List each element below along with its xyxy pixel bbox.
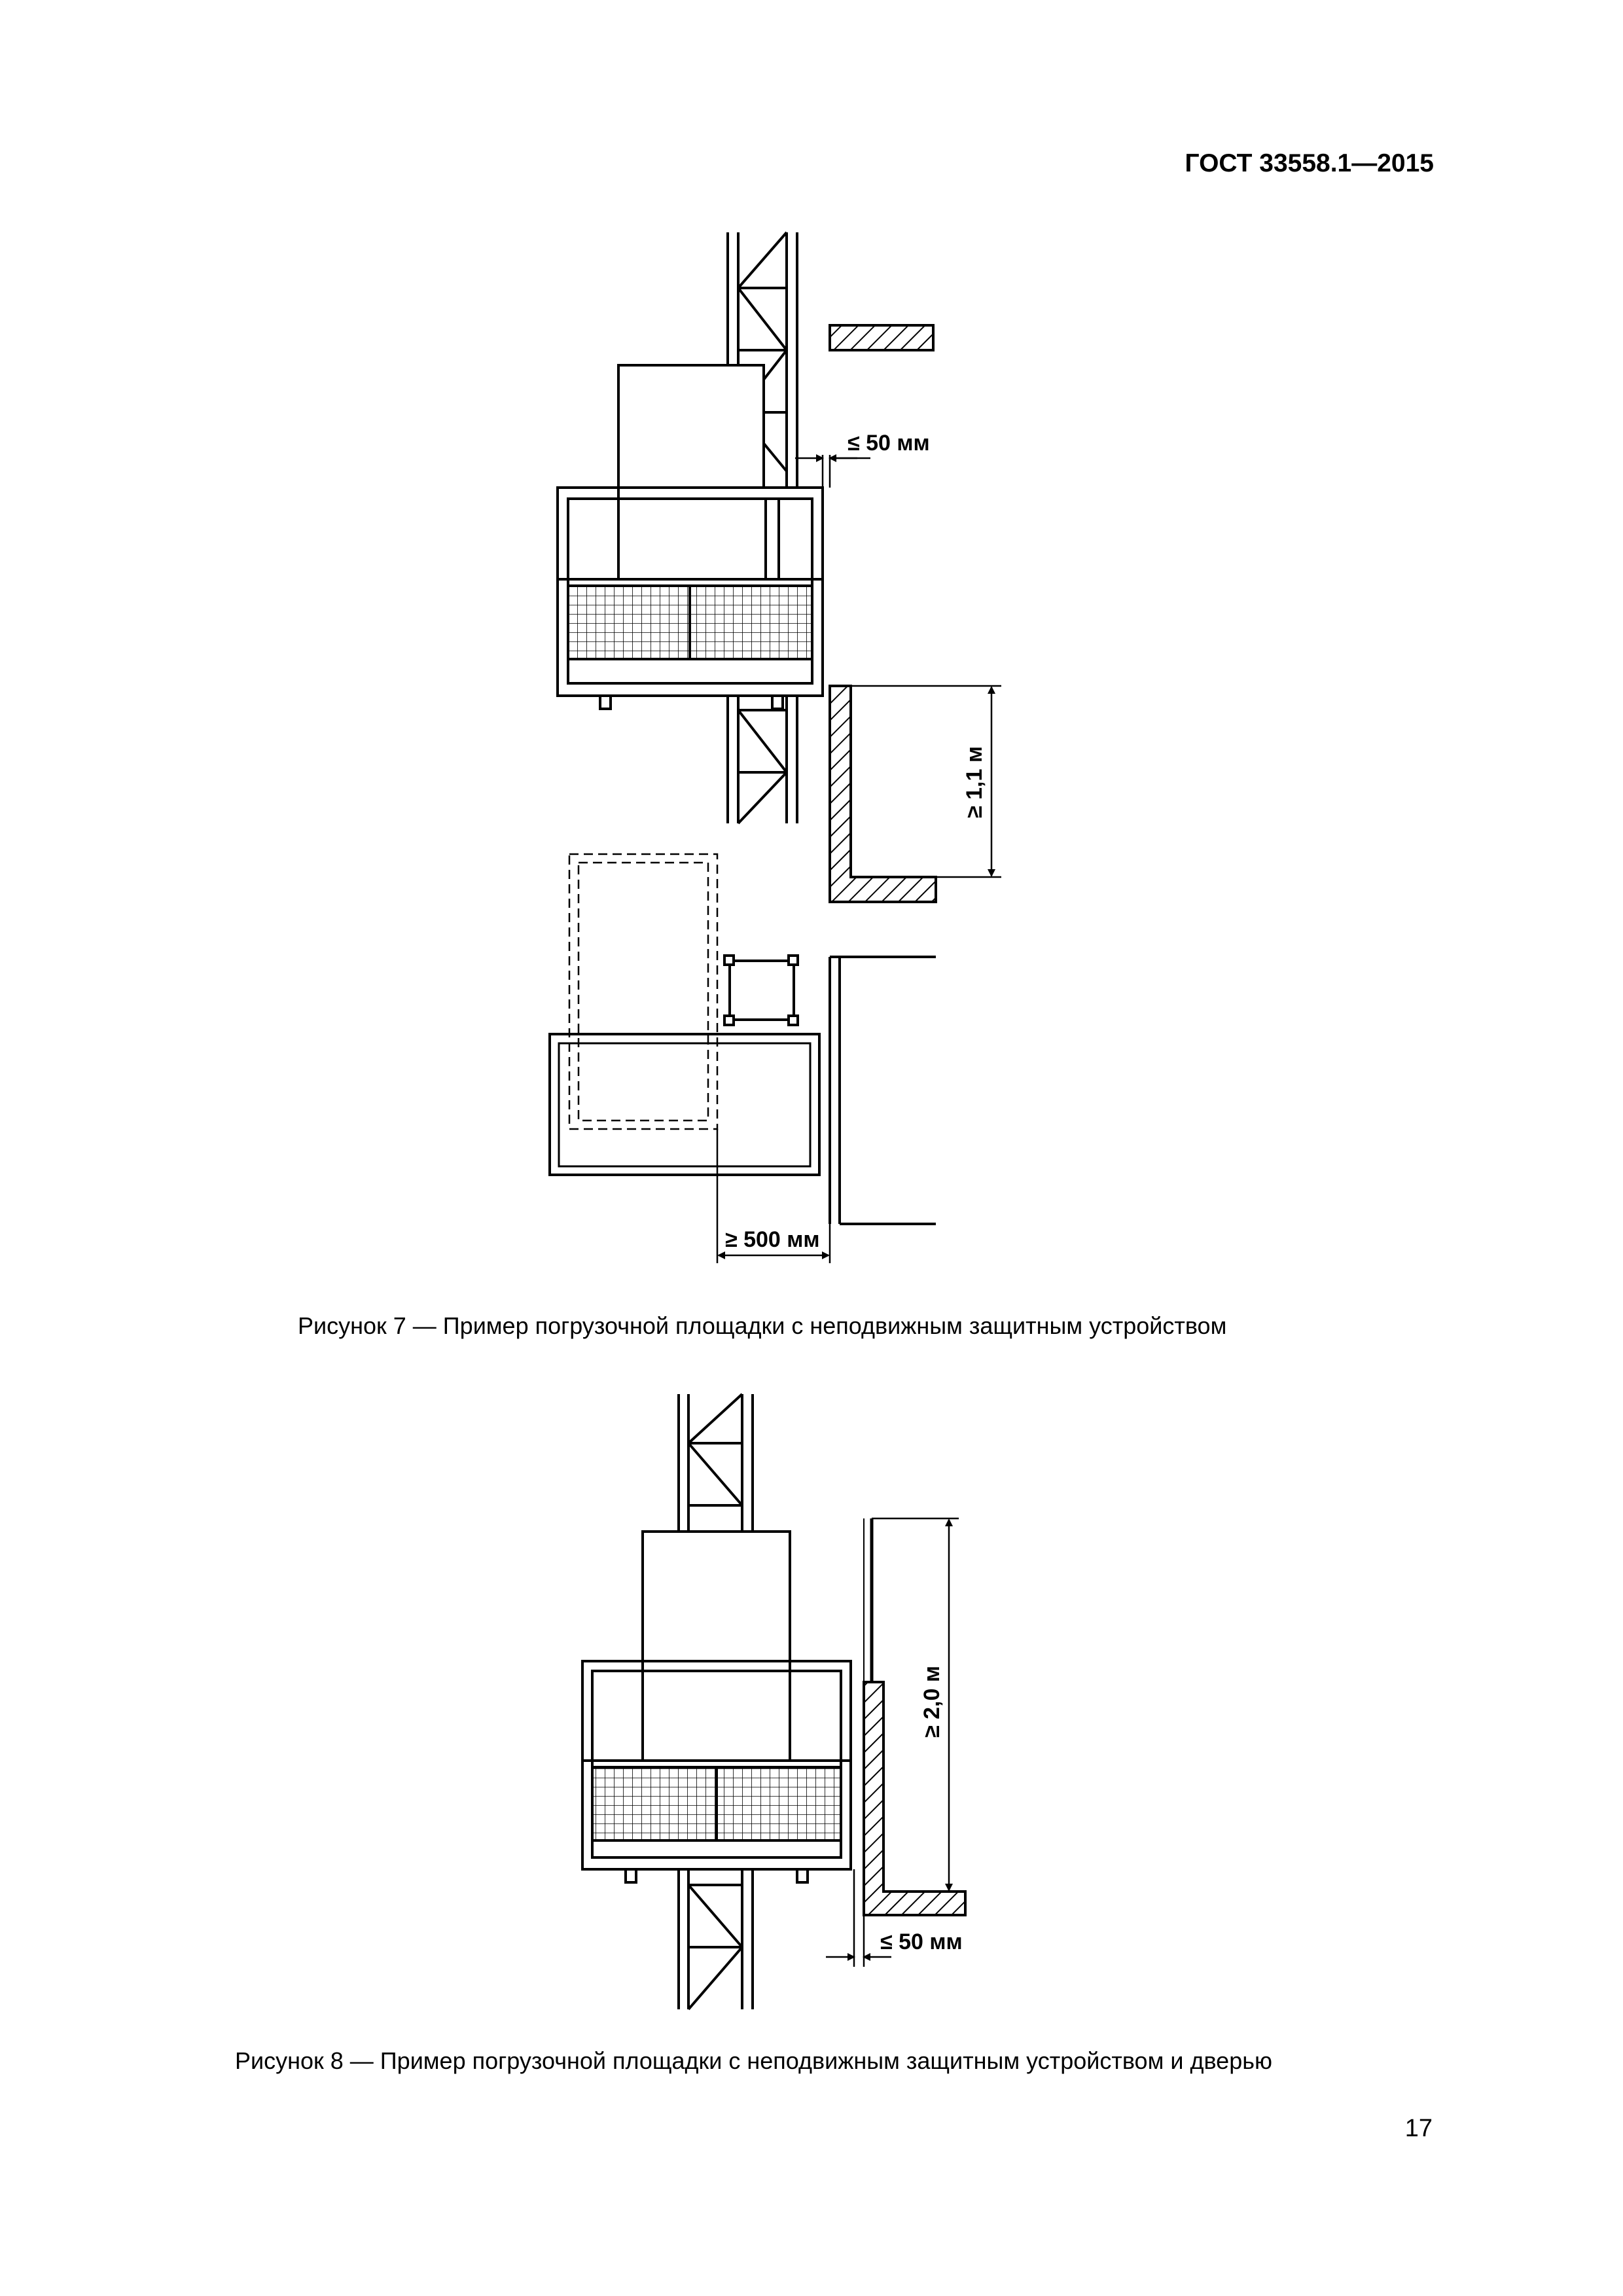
drive-unit [643,1532,790,1662]
mast-lower [679,1869,753,2009]
figure7-elevation [558,232,1001,902]
fig7-height-dimension: ≥ 1,1 м [962,746,987,818]
fig7-gap-dimension: ≤ 50 мм [847,431,930,456]
floor-slab-upper [830,325,933,350]
page-number: 17 [1404,2115,1433,2142]
fixed-guard [830,686,936,902]
mast-plan [730,961,794,1020]
cage [582,1661,851,1882]
mast-lower [728,696,797,823]
document-header: ГОСТ 33558.1—2015 [1185,149,1434,177]
guard-plan [830,957,936,1224]
drive-unit [618,365,764,490]
figure7-caption: Рисунок 7 — Пример погрузочной площадки с неподвижным защитным устройством [298,1312,1227,1339]
cage [558,488,823,709]
fixed-guard [864,1682,965,1915]
fig8-gap-dimension: ≤ 50 мм [880,1929,963,1954]
figure8-elevation [582,1394,965,2009]
cage-plan [550,1034,819,1175]
mast-upper [679,1394,753,1532]
figure8-caption: Рисунок 8 — Пример погрузочной площадки с неподвижным защитным устройством и дверью [235,2047,1272,2074]
figure7-plan [550,854,936,1263]
fig7-width-dimension: ≥ 500 мм [725,1227,820,1252]
fig8-height-dimension: ≥ 2,0 м [919,1666,944,1738]
